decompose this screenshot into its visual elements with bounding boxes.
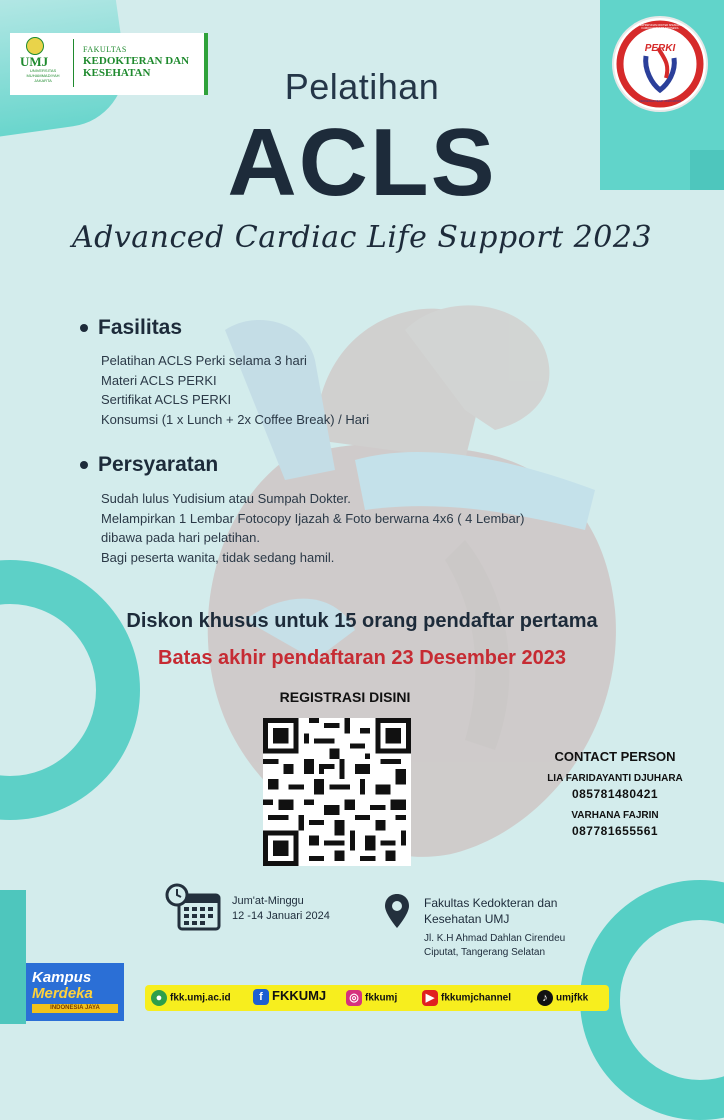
decor-bottom-left-bar — [0, 890, 26, 1024]
calendar-icon — [165, 883, 221, 931]
contact-phone-1[interactable]: 085781480421 — [571, 787, 659, 801]
umj-fullname: UNIVERSITAS MUHAMMADIYAH JAKARTA — [26, 68, 60, 83]
title-subtitle: Advanced Cardiac Life Support 2023 — [71, 220, 653, 255]
instagram-icon: ◎ — [346, 990, 362, 1006]
contact-name-2: VARHANA FAJRIN — [571, 810, 659, 821]
social-web-label: fkk.umj.ac.id — [170, 992, 231, 1004]
registration-label: REGISTRASI DISINI — [279, 689, 411, 705]
decor-ring-left — [0, 560, 140, 820]
youtube-icon: ▶ — [422, 990, 438, 1006]
location-address — [424, 932, 565, 960]
contact-phone-2[interactable]: 087781655561 — [571, 824, 659, 838]
fasilitas-title: Fasilitas — [98, 316, 183, 339]
location-line2: Kesehatan UMJ — [424, 912, 510, 926]
facebook-icon: f — [253, 989, 269, 1005]
list-item: Konsumsi (1 x Lunch + 2x Coffee Break) / Hari — [101, 411, 370, 427]
fasilitas-list — [101, 351, 369, 429]
kampus-line3: INDONESIA JAYA — [32, 1004, 118, 1013]
list-item: dibawa pada hari pelatihan. — [101, 530, 261, 545]
fasilitas-heading — [80, 316, 182, 340]
kampus-line1: Kampus — [32, 969, 92, 986]
contact-title: CONTACT PERSON — [554, 749, 676, 764]
social-youtube-label: fkkumjchannel — [441, 992, 512, 1004]
list-item: Sudah lulus Yudisium atau Sumpah Dokter. — [101, 491, 351, 506]
title-pre: Pelatihan — [284, 66, 440, 107]
address-line1: Jl. K.H Ahmad Dahlan Cirendeu — [424, 933, 566, 944]
list-item: Bagi peserta wanita, tidak sedang hamil. — [101, 549, 335, 565]
persyaratan-list — [101, 489, 524, 567]
page-title: ACLS — [227, 109, 497, 216]
kampus-line2: Merdeka — [32, 985, 93, 1002]
perki-label: PERKI — [644, 43, 676, 54]
perki-ring-text: PERHIMPUNAN DOKTER SPESIALIS KARDIOVASKULAR INDONESIA — [638, 24, 682, 30]
persyaratan-heading — [80, 453, 218, 477]
social-facebook[interactable] — [253, 988, 326, 1005]
location-pin-icon — [385, 894, 409, 928]
location-info — [424, 895, 557, 927]
bullet-icon — [80, 461, 88, 469]
umj-abbr: UMJ — [20, 54, 49, 69]
schedule-info — [232, 894, 330, 924]
persyaratan-title: Persyaratan — [98, 453, 219, 476]
umj-emblem-icon — [26, 37, 44, 55]
social-bar — [145, 985, 609, 1011]
faculty-name-line2: KESEHATAN — [83, 67, 151, 79]
list-item: Melampirkan 1 Lembar Fotocopy Ijazah & Foto berwarna 4x6 ( 4 Lembar) — [101, 510, 525, 526]
registration-qr-code[interactable] — [263, 718, 411, 866]
schedule-dates: 12 -14 Januari 2024 — [232, 910, 330, 922]
social-youtube[interactable] — [422, 990, 511, 1006]
tiktok-icon: ♪ — [537, 990, 553, 1006]
kampus-merdeka-logo — [26, 963, 124, 1021]
social-web[interactable] — [151, 990, 231, 1006]
social-instagram[interactable] — [346, 990, 397, 1006]
social-tiktok-label: umjfkk — [556, 992, 589, 1004]
globe-icon: ● — [151, 990, 167, 1006]
list-item: Pelatihan ACLS Perki selama 3 hari — [101, 353, 307, 368]
social-instagram-label: fkkumj — [365, 992, 398, 1004]
location-line1: Fakultas Kedokteran dan — [424, 896, 558, 910]
deadline-text: Batas akhir pendaftaran 23 Desember 2023 — [158, 647, 566, 669]
perki-ring-text-bottom: INDONESIAN HEART ASSOCIATION — [638, 100, 682, 103]
faculty-label: FAKULTAS — [83, 45, 127, 54]
list-item: Sertifikat ACLS PERKI — [101, 392, 232, 407]
bullet-icon — [80, 324, 88, 332]
list-item: Materi ACLS PERKI — [101, 372, 217, 388]
contact-name-1: LIA FARIDAYANTI DJUHARA — [547, 773, 683, 784]
address-line2: Ciputat, Tangerang Selatan — [424, 947, 546, 958]
discount-text: Diskon khusus untuk 15 orang pendaftar pertama — [126, 610, 598, 632]
faculty-name-line1: KEDOKTERAN DAN — [83, 55, 190, 67]
schedule-days: Jum'at-Minggu — [232, 895, 304, 907]
social-tiktok[interactable] — [537, 990, 588, 1006]
social-facebook-label: FKKUMJ — [272, 988, 327, 1003]
